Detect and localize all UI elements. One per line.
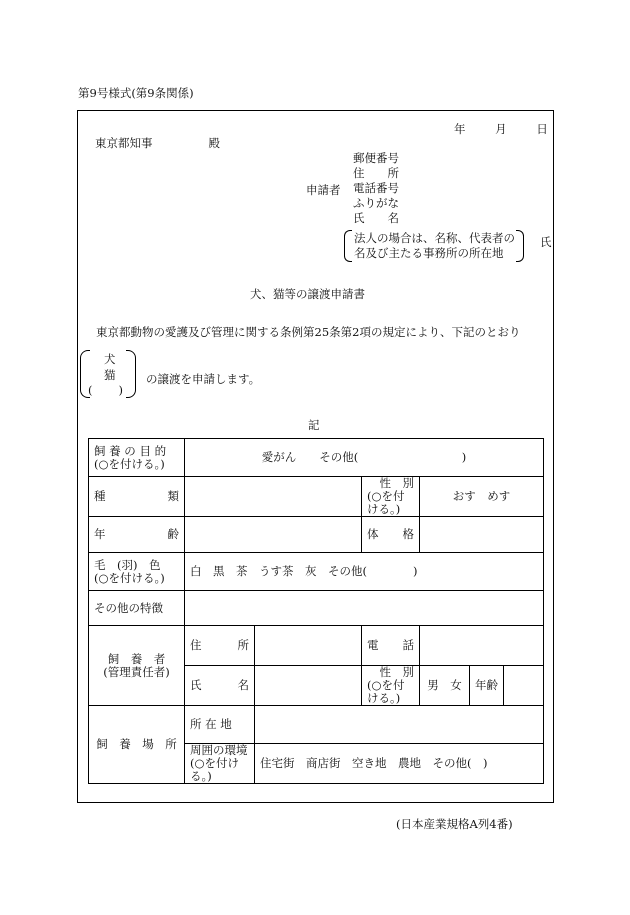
corporate-note [344, 230, 524, 262]
physique-label-b: 格 [402, 527, 414, 541]
applicant-field-labels [353, 151, 399, 226]
phone-label-a: 電 [367, 638, 379, 652]
name-label-cell [185, 666, 255, 706]
phone-label-cell [362, 626, 420, 666]
species-label-cell [89, 477, 185, 517]
recipient-name: 東京都知事 [95, 136, 153, 150]
surroundings-label-2: (○を付け [190, 756, 240, 770]
right-bracket [516, 230, 524, 262]
sex-label-2: (○を付 [367, 489, 405, 503]
row-age [89, 517, 544, 553]
features-label-cell: その他の特徴 [89, 591, 185, 626]
document-title: 犬、猫等の譲渡申請書 [250, 287, 365, 301]
location-value-cell[interactable] [255, 706, 544, 744]
keeper-age-value-cell[interactable] [504, 666, 544, 706]
name-label-b: 名 [237, 678, 249, 692]
coat-label-1: 毛 (羽) 色 [94, 557, 161, 572]
recipient-honorific: 殿 [208, 136, 220, 150]
age-label-a: 年 [94, 527, 106, 541]
keeper-sex-value-cell[interactable]: 男 女 [420, 666, 470, 706]
keeper-sex-label-3: ける。) [367, 691, 401, 705]
sex-label-cell [362, 477, 420, 517]
keeper-label-1: 飼 養 者 [107, 651, 166, 666]
surroundings-label-1: 周囲の環境 [190, 743, 248, 757]
sex-value-cell[interactable]: おす めす [420, 477, 544, 517]
address-label-cell [185, 626, 255, 666]
physique-label-cell [362, 517, 420, 553]
row-purpose [89, 439, 544, 477]
coat-label-2: (○を付ける。) [94, 570, 165, 585]
sex-label-3: ける。) [367, 502, 401, 516]
phone-value-cell[interactable] [420, 626, 544, 666]
corporate-note-line1: 法人の場合は、名称、代表者の [354, 231, 515, 245]
furigana-label: ふりがな [353, 196, 399, 210]
recipient-line [95, 135, 220, 151]
coat-label-cell [89, 553, 185, 591]
choice-suffix: の譲渡を申請します。 [146, 372, 261, 386]
row-species [89, 477, 544, 517]
purpose-label-2: (○を付ける。) [94, 456, 165, 471]
choice-other-close: ) [118, 383, 123, 397]
address-label-a: 住 [190, 638, 202, 652]
surroundings-label-cell [185, 744, 255, 784]
row-coat [89, 553, 544, 591]
application-table [88, 438, 544, 784]
form-number-label: 第9号様式(第9条関係) [78, 86, 194, 100]
address-value-cell[interactable] [255, 626, 362, 666]
keeper-label-2: (管理責任者) [103, 664, 170, 679]
surroundings-value-cell[interactable]: 住宅街 商店街 空き地 農地 その他( ) [255, 744, 544, 784]
phone-label-b: 話 [402, 638, 414, 652]
sex-label-1: 性 別 [379, 476, 414, 490]
date-year: 年 [454, 122, 466, 136]
name-label-a: 氏 [190, 678, 202, 692]
species-label-b: 類 [167, 489, 179, 503]
body-text: 東京都動物の愛護及び管理に関する条例第25条第2項の規定により、下記のとおり [96, 325, 521, 339]
ki-marker: 記 [308, 418, 320, 432]
choice-other [88, 383, 123, 397]
features-value-cell[interactable] [185, 591, 544, 626]
keeper-sex-label-2: (○を付 [367, 678, 405, 692]
date-month: 月 [495, 122, 507, 136]
address-label-b: 所 [237, 638, 249, 652]
keeper-label-cell [89, 626, 185, 706]
postal-code-label: 郵便番号 [353, 151, 399, 165]
address-label: 住 所 [353, 166, 399, 180]
purpose-label-1: 飼 養 の 目 的 [94, 443, 167, 458]
physique-label-a: 体 [367, 527, 379, 541]
place-label-cell: 飼 養 場 所 [89, 706, 185, 784]
location-label-cell: 所 在 地 [185, 706, 255, 744]
corporate-note-line2: 名及び主たる事務所の所在地 [354, 246, 504, 260]
species-value-cell[interactable] [185, 477, 362, 517]
surname-suffix: 氏 [540, 235, 552, 249]
age-label-b: 齢 [167, 527, 179, 541]
surroundings-label-3: る。) [190, 769, 212, 783]
row-features [89, 591, 544, 626]
age-value-cell[interactable] [185, 517, 362, 553]
keeper-age-label-cell: 年齢 [470, 666, 504, 706]
right-brace [126, 350, 136, 398]
species-label-a: 種 [94, 489, 106, 503]
name-label: 氏 名 [353, 211, 399, 225]
age-label-cell [89, 517, 185, 553]
coat-value-cell[interactable]: 白 黒 茶 うす茶 灰 その他( ) [185, 553, 544, 591]
choice-dog: 犬 [104, 352, 116, 366]
date-line [454, 121, 548, 137]
left-bracket [344, 230, 352, 262]
applicant-label: 申請者 [306, 183, 341, 197]
choice-other-open: ( [88, 383, 93, 397]
phone-label: 電話番号 [353, 181, 399, 195]
name-value-cell[interactable] [255, 666, 362, 706]
physique-value-cell[interactable] [420, 517, 544, 553]
row-keeper-address [89, 626, 544, 666]
date-day: 日 [536, 122, 548, 136]
row-place-location [89, 706, 544, 744]
purpose-label-cell [89, 439, 185, 477]
choice-cat: 猫 [104, 368, 116, 382]
keeper-sex-label-1: 性 別 [379, 665, 414, 679]
animal-choice-block [80, 350, 136, 398]
purpose-value-cell[interactable]: 愛がん その他( ) [185, 439, 544, 477]
keeper-sex-label-cell [362, 666, 420, 706]
paper-size-note: (日本産業規格A列4番) [396, 817, 513, 831]
